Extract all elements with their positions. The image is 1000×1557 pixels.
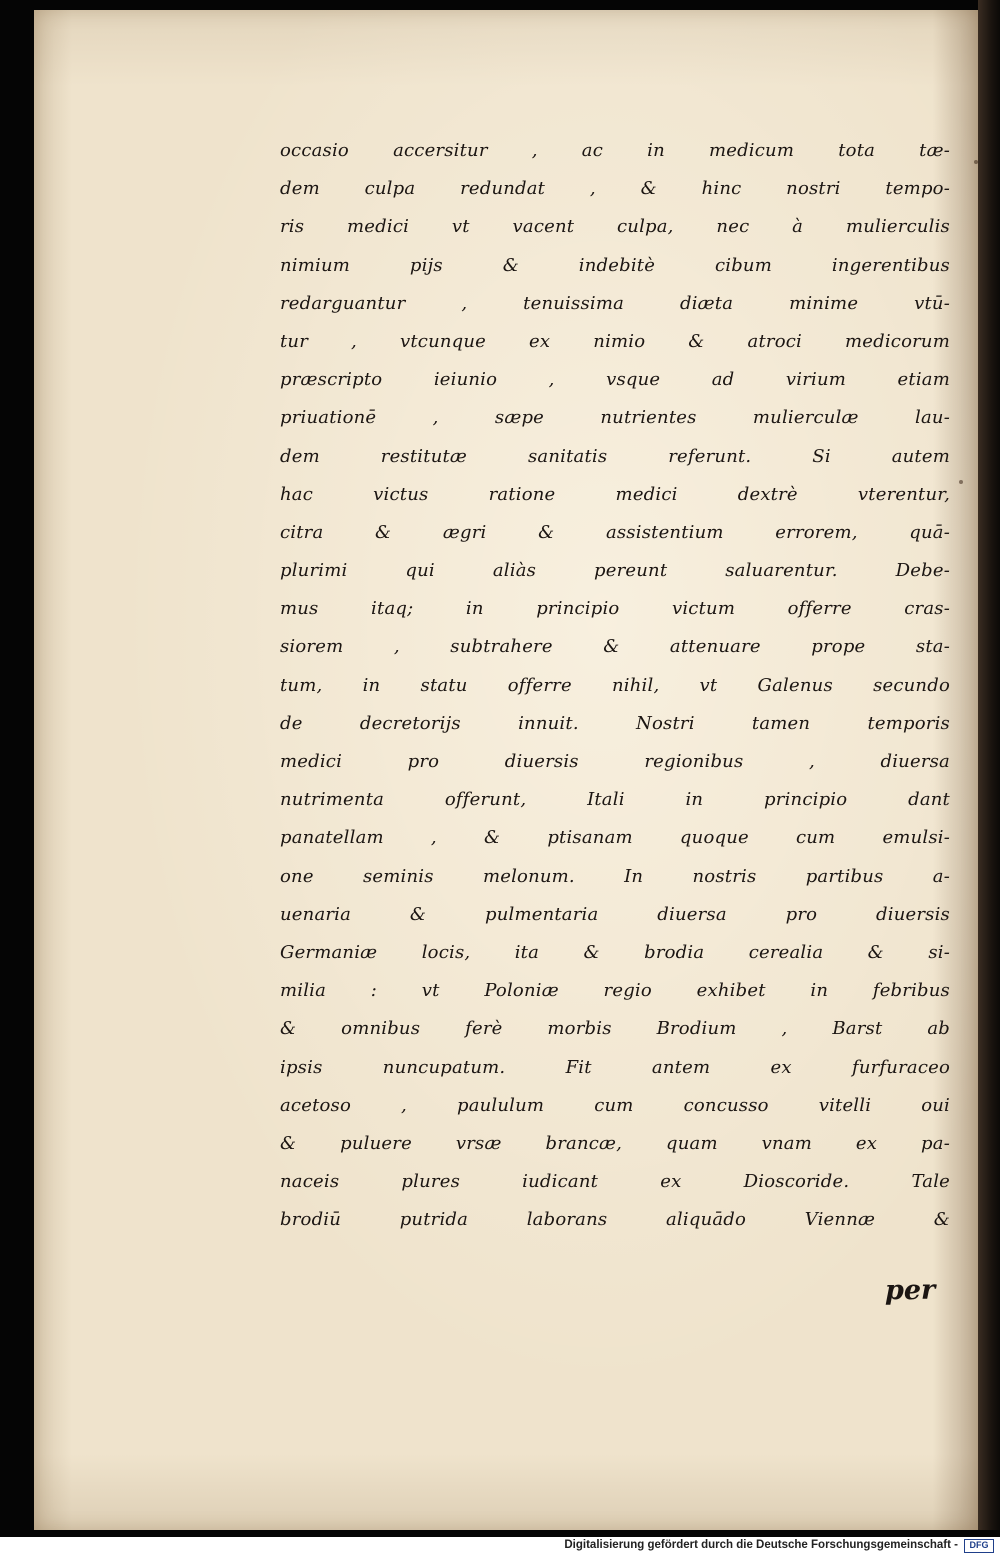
text-line: & puluere vrsæ brancæ, quam vnam ex pa- bbox=[280, 1132, 950, 1154]
text-line: mus itaq; in principio victum offerre cras- bbox=[280, 598, 950, 620]
text-line: nutrimenta offerunt, Itali in principio dant bbox=[280, 789, 950, 811]
text-line: brodiū putrida laborans aliquādo Viennæ & bbox=[280, 1209, 950, 1231]
text-line: one seminis melonum. In nostris partibus a- bbox=[280, 865, 950, 887]
text-line: medici pro diuersis regionibus , diuersa bbox=[280, 751, 950, 772]
text-line: tum, in statu offerre nihil, vt Galenus secundo bbox=[280, 674, 950, 696]
text-line: plurimi qui aliàs pereunt saluarentur. Debe- bbox=[280, 560, 950, 582]
text-line: panatellam , & ptisanam quoque cum emulsi- bbox=[280, 827, 950, 849]
text-line: occasio accersitur , ac in medicum tota tæ- bbox=[280, 140, 950, 161]
text-line: dem culpa redundat , & hinc nostri tempo- bbox=[280, 178, 950, 200]
ink-spot bbox=[959, 480, 963, 484]
body-text bbox=[280, 132, 950, 1239]
text-line: præscripto ieiunio , vsque ad virium etiam bbox=[280, 369, 950, 391]
text-line: dem restitutæ sanitatis referunt. Si autem bbox=[280, 445, 950, 467]
page-gutter-shadow bbox=[978, 0, 1000, 1530]
digitization-credit: Digitalisierung gefördert durch die Deutsche Forschungsgemeinschaft - bbox=[564, 1539, 958, 1551]
text-line: citra & ægri & assistentium errorem, quā- bbox=[280, 521, 950, 543]
catchword: per bbox=[885, 1275, 936, 1306]
text-line: priuationē , sæpe nutrientes mulierculæ lau- bbox=[280, 407, 950, 429]
text-line: de decretorijs innuit. Nostri tamen temporis bbox=[280, 712, 950, 734]
text-line: acetoso , paululum cum concusso vitelli oui bbox=[280, 1094, 950, 1116]
dfg-logo-icon: DFG bbox=[964, 1539, 994, 1553]
text-line: redarguantur , tenuissima diæta minime vtū- bbox=[280, 292, 950, 314]
text-line: ris medici vt vacent culpa, nec à mulierculis bbox=[280, 216, 950, 238]
text-line: nimium pijs & indebitè cibum ingerentibus bbox=[280, 254, 950, 276]
text-line: naceis plures iudicant ex Dioscoride. Tale bbox=[280, 1171, 950, 1193]
text-line: tur , vtcunque ex nimio & atroci medicorum bbox=[280, 330, 950, 352]
text-line: siorem , subtrahere & attenuare prope sta- bbox=[280, 636, 950, 658]
text-line: hac victus ratione medici dextrè vterentur, bbox=[280, 483, 950, 505]
text-line: milia : vt Poloniæ regio exhibet in febribus bbox=[280, 980, 950, 1002]
text-line: uenaria & pulmentaria diuersa pro diuersis bbox=[280, 903, 950, 925]
text-line: & omnibus ferè morbis Brodium , Barst ab bbox=[280, 1018, 950, 1040]
text-line: Germaniæ locis, ita & brodia cerealia & si- bbox=[280, 941, 950, 963]
text-line: ipsis nuncupatum. Fit antem ex furfuraceo bbox=[280, 1056, 950, 1078]
